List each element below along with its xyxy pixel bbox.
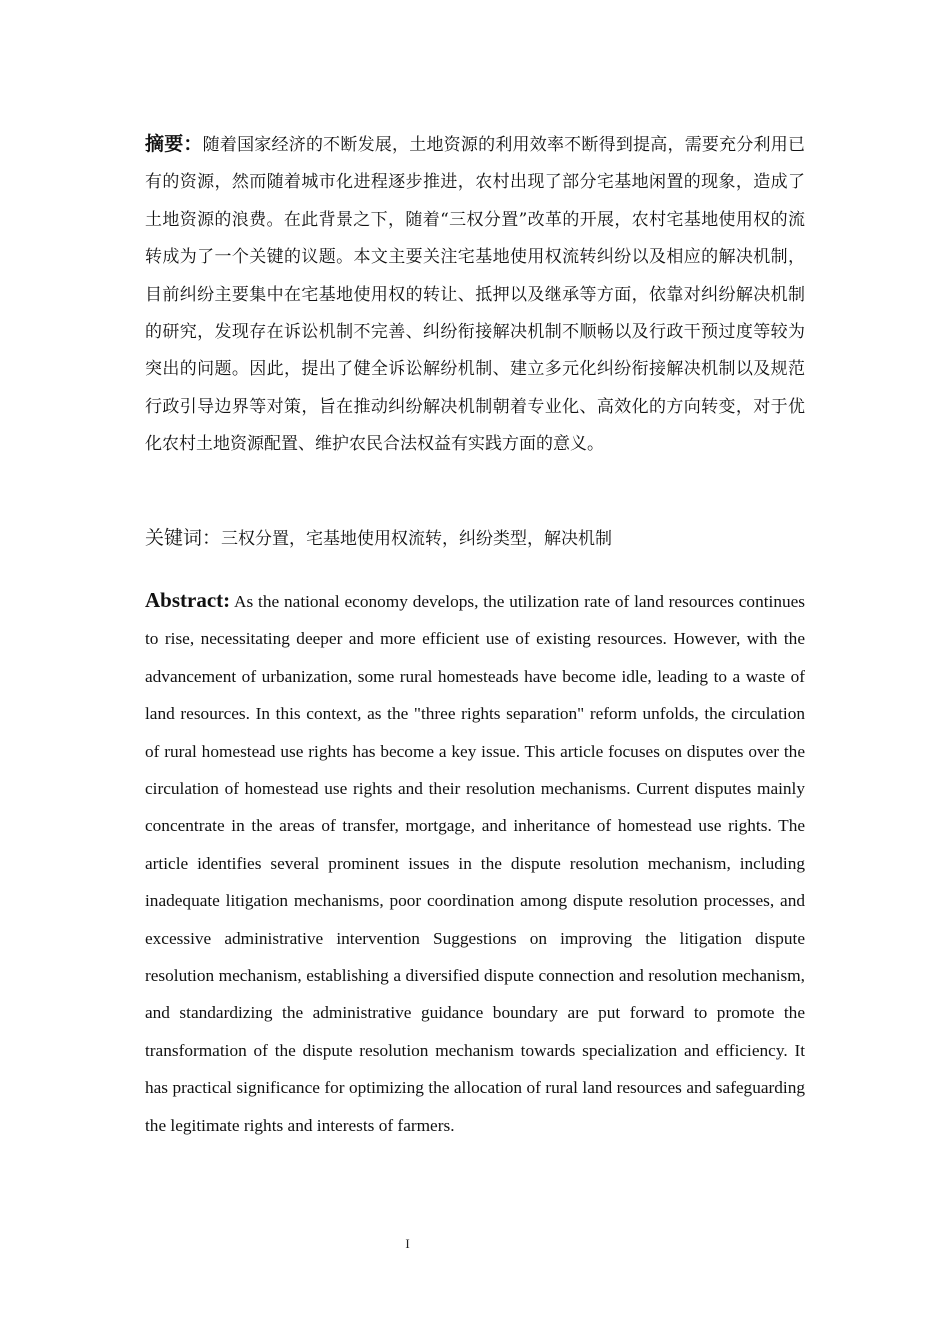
chinese-keywords: [145, 520, 805, 558]
english-abstract: [145, 582, 805, 1144]
page-number: I: [405, 1236, 410, 1251]
chinese-keywords-label: 关键词：: [145, 527, 222, 549]
chinese-keywords-text: 三权分置，宅基地使用权流转，纠纷类型，解决机制: [221, 529, 613, 549]
english-abstract-text: As the national economy develops, the utilization rate of land resources continues to rise, necessitating deeper and more efficient use of existing resources. However, with the advancement of urbanization, some rural homesteads have become idle, leading to a waste of land resources. In this context, as the "three rights separation" reform unfolds, the circulation of rural homestead use rights has become a key issue. This article focuses on disputes over the circulation of homestead use rights and their resolution mechanisms. Current disputes mainly concentrate in the areas of transfer, mortgage, and inheritance of homestead use rights. The article identifies several prominent issues in the dispute resolution mechanism, including inadequate litigation mechanisms, poor coordination among dispute resolution processes, and excessive administrative intervention Suggestions on improving the litigation dispute resolution mechanism, establishing a diversified dispute connection and resolution mechanism, and standardizing the administrative guidance boundary are put forward to promote the transformation of the dispute resolution mechanism towards specialization and efficiency. It has practical significance for optimizing the allocation of rural land resources and safeguarding the legitimate rights and interests of farmers.: [145, 592, 805, 1135]
english-abstract-label: Abstract:: [145, 588, 231, 612]
chinese-abstract: [145, 126, 805, 464]
chinese-abstract-label: 摘要：: [145, 133, 203, 155]
chinese-abstract-text: 随着国家经济的不断发展，土地资源的利用效率不断得到提高，需要充分利用已有的资源，然而随着城市化进程逐步推进，农村出现了部分宅基地闲置的现象，造成了土地资源的浪费。在此背景之下，随着“三权分置”改革的开展，农村宅基地使用权的流转成为了一个关键的议题。本文主要关注宅基地使用权流转纠纷以及相应的解决机制，目前纠纷主要集中在宅基地使用权的转让、抵押以及继承等方面，依靠对纠纷解决机制的研究，发现存在诉讼机制不完善、纠纷衔接解决机制不顺畅以及行政干预过度等较为突出的问题。因此，提出了健全诉讼解纷机制、建立多元化纠纷衔接解决机制以及规范行政引导边界等对策，旨在推动纠纷解决机制朝着专业化、高效化的方向转变，对于优化农村土地资源配置、维护农民合法权益有实践方面的意义。: [145, 135, 805, 455]
